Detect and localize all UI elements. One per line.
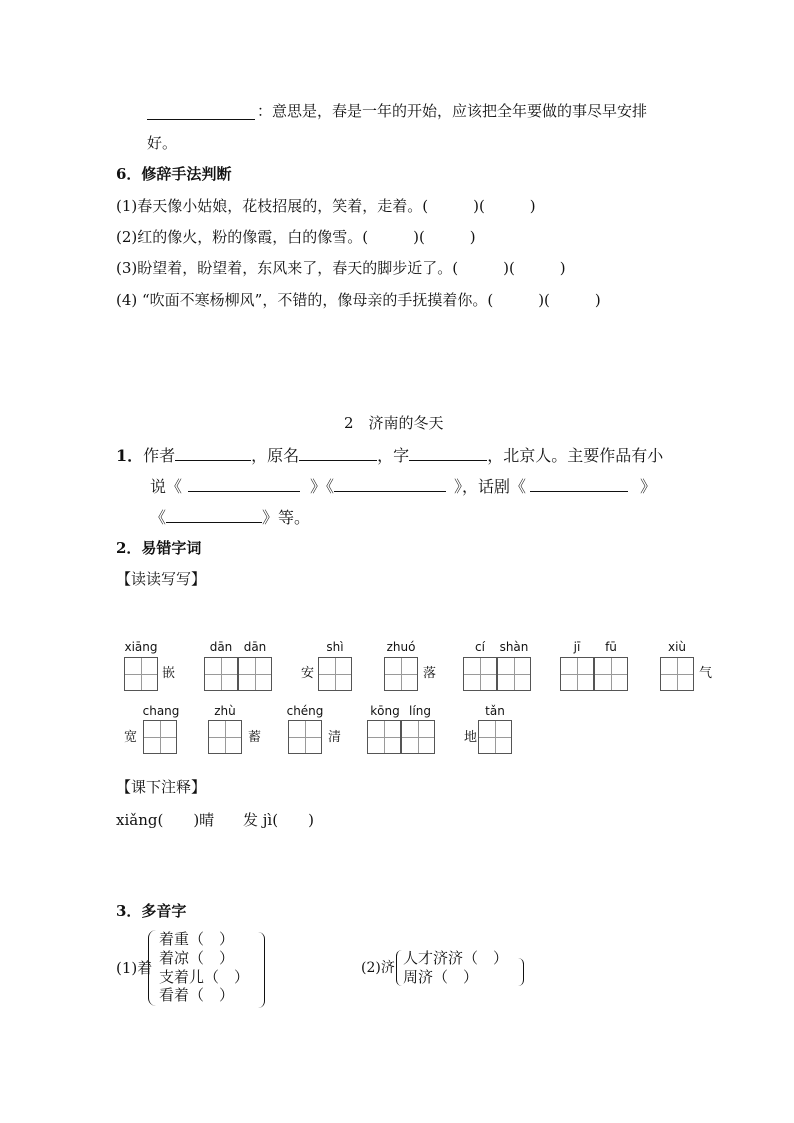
word-char: 地 [464,730,478,745]
pinyin-label: xiāng [124,640,158,654]
writing-grid-cell[interactable] [318,657,352,691]
q1-drama-close: 》 [640,477,657,496]
writing-grid-cell[interactable] [124,657,158,691]
meaning-text-cont: 好。 [147,134,178,152]
q1-drama2-close: 》等。 [262,508,311,527]
polyphone-item: 周济（ ） [403,967,479,986]
pinyin-label: chéng [286,704,324,718]
notes-title: 【课下注释】 [116,778,207,796]
writing-grid-cell[interactable] [208,720,242,754]
left-brace [148,930,157,1006]
drama-1-blank[interactable] [530,490,628,492]
right-bracket [518,958,524,986]
author-blank[interactable] [175,459,251,461]
q1-text-zi: ，字 [377,446,410,465]
writing-grid-cell[interactable] [660,657,694,691]
q1-drama-prefix: 》，话剧《 [454,477,527,496]
polyphone-item: 支着儿（ ） [159,967,250,986]
meaning-text: ：意思是，春是一年的开始，应该把全年要做的事尽早安排 [257,102,648,120]
drama-2-blank[interactable] [166,521,262,523]
q1-text-name: ，原名 [251,446,300,465]
q1-line-2 [150,479,656,495]
q1-drama2-open: 《 [150,508,167,527]
pinyin-label: dān [243,640,267,654]
word-char: 宽 [124,730,138,745]
word-char: 气 [699,666,713,681]
q2-title: 2．易错字词 [116,539,202,557]
polyphone-item: 看着（ ） [159,986,235,1005]
q1-number: 1． [116,446,144,465]
q3-title: 3．多音字 [116,902,187,920]
writing-grid-cell[interactable] [497,657,531,691]
q6-item-1: (1)春天像小姑娘，花枝招展的，笑着，走着。( )( ) [116,197,536,215]
lesson-title: 2 济南的冬天 [344,414,444,432]
q1-novel-mid: 》《 [310,477,335,496]
pinyin-label: tǎn [485,704,505,718]
pinyin-label: shàn [499,640,529,654]
polyphone-item: 着重（ ） [159,930,235,948]
pinyin-label: jī [573,640,581,654]
q1-line-1 [116,448,663,464]
pinyin-label: xiù [667,640,687,654]
word-char: 嵌 [162,666,176,681]
pinyin-label: dān [209,640,233,654]
pinyin-label: líng [409,704,431,718]
pinyin-label: cí [475,640,485,654]
polyphone-2-label: (2)济 [361,960,395,976]
word-char: 落 [423,666,437,681]
pinyin-label: zhuó [386,640,416,654]
polyphone-item: 人才济济（ ） [403,949,509,967]
novel-2-blank[interactable] [334,490,446,492]
q6-item-2: (2)红的像火，粉的像霞，白的像雪。( )( ) [116,228,476,246]
writing-grid-cell[interactable] [478,720,512,754]
word-char: 清 [328,730,342,745]
right-bracket [258,932,265,1008]
polyphone-1-items [159,930,249,1005]
word-char: 安 [301,666,315,681]
polyphone-2-items [403,949,508,987]
answer-blank[interactable] [147,118,255,120]
writing-grid-cell[interactable] [463,657,497,691]
q2-subtitle: 【读读写写】 [116,570,207,588]
polyphone-item: 着凉（ ） [159,948,235,967]
writing-grid-cell[interactable] [288,720,322,754]
pinyin-label: chang [142,704,180,718]
pinyin-label: fū [605,640,617,654]
writing-grid-cell[interactable] [204,657,238,691]
novel-1-blank[interactable] [188,490,300,492]
writing-grid-cell[interactable] [560,657,594,691]
word-char: 蓄 [248,730,262,745]
polyphone-1-label: (1)着 [116,959,153,977]
pinyin-label: kōng [370,704,400,718]
q6-item-3: (3)盼望着，盼望着，东风来了，春天的脚步近了。( )( ) [116,259,566,277]
pinyin-label: shì [326,640,344,654]
writing-grid-cell[interactable] [367,720,401,754]
left-brace [396,950,403,986]
original-name-blank[interactable] [299,459,377,461]
note-ji: 发 jì( ) [243,811,314,829]
zi-blank[interactable] [409,459,487,461]
q6-title: 6．修辞手法判断 [116,165,232,183]
pinyin-label: zhù [214,704,236,718]
writing-grid-cell[interactable] [143,720,177,754]
writing-grid-cell[interactable] [384,657,418,691]
q1-text-works: ，北京人。主要作品有小 [487,446,664,465]
writing-grid-cell[interactable] [401,720,435,754]
writing-grid-cell[interactable] [594,657,628,691]
q1-novel-prefix: 说《 [150,477,183,496]
q6-item-4: (4) “吹面不寒杨柳风”，不错的，像母亲的手抚摸着你。( )( ) [116,291,601,309]
q1-text-author: 作者 [143,446,176,465]
note-xiang: xiǎng( )晴 [116,811,215,829]
q1-line-3 [150,510,310,526]
writing-grid-cell[interactable] [238,657,272,691]
